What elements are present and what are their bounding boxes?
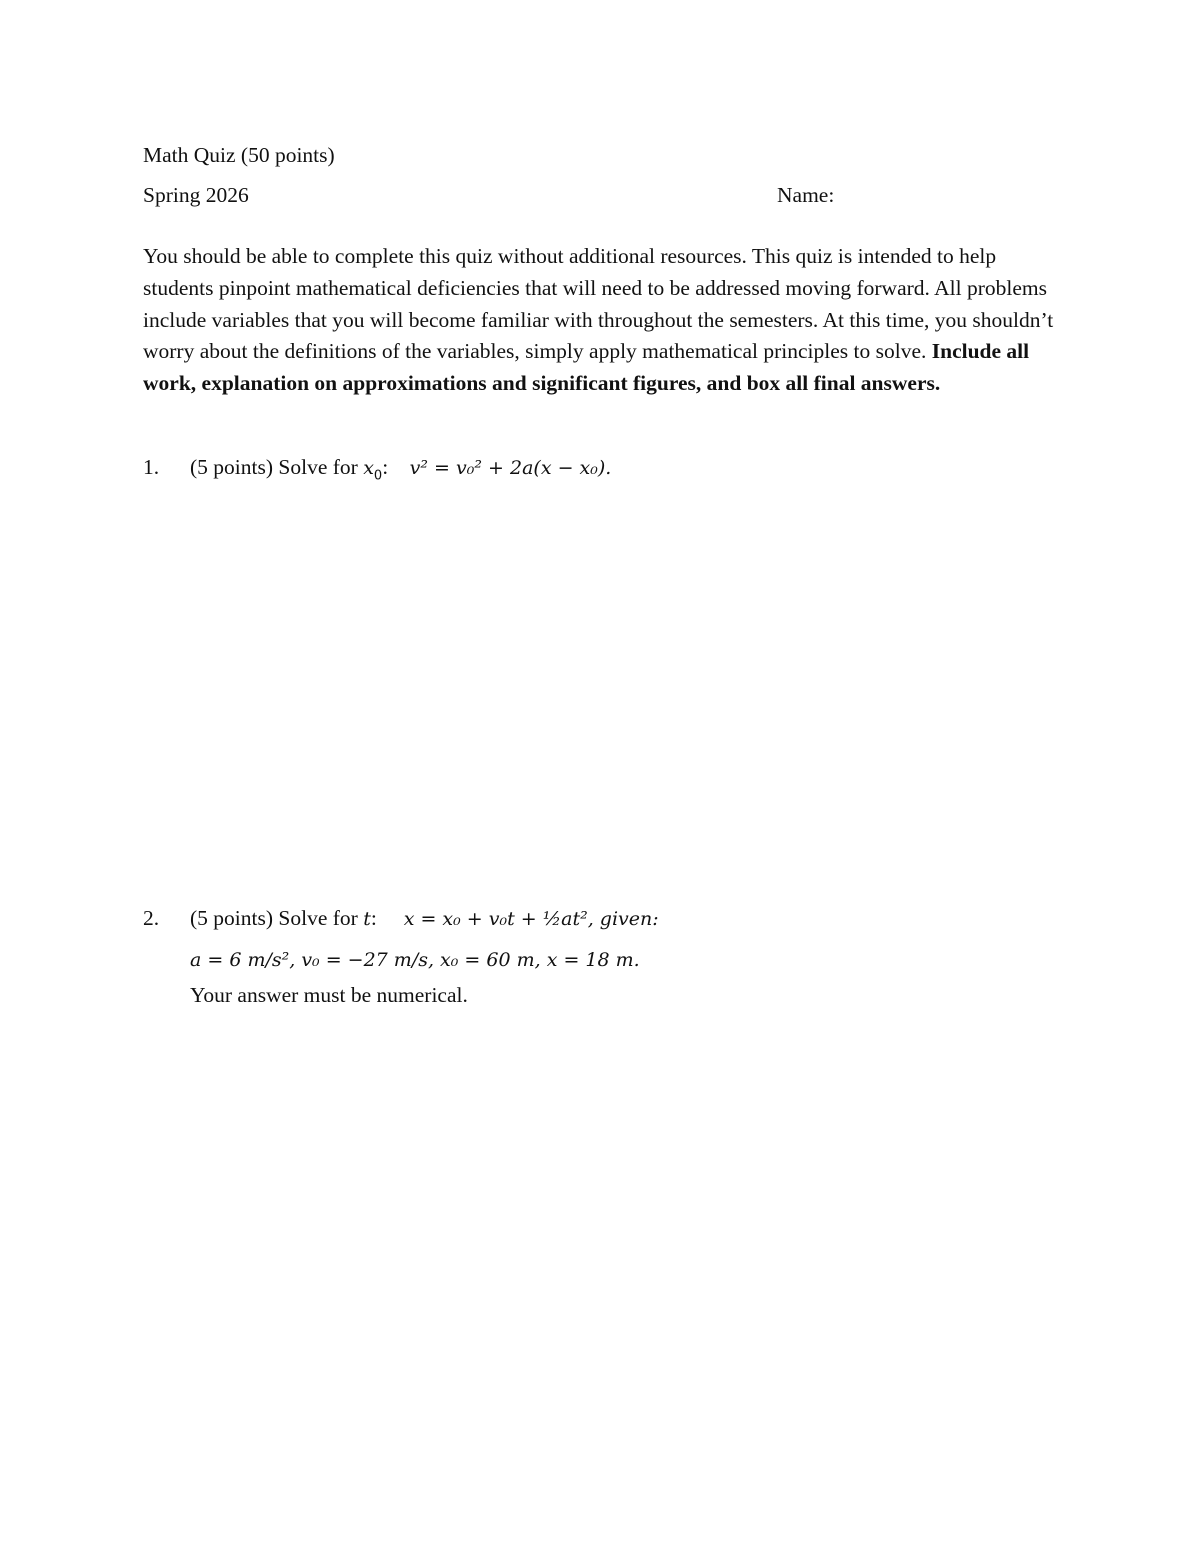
question-number: 1. [143, 455, 160, 479]
instructions-bold: Include all work, explanation on approximations and significant figures, and box all final answers. [143, 339, 1030, 396]
question-equation: x = x₀ + v₀t + ½at², given: [403, 908, 659, 930]
name-label: Name: [777, 183, 835, 207]
question-prompt: (5 points) Solve for [190, 455, 358, 479]
question-equation: v² = v₀² + 2a(x − x₀). [409, 457, 612, 479]
question-variable: x [363, 457, 374, 479]
instructions [143, 241, 1063, 400]
term-label: Spring 2026 [143, 183, 249, 207]
instructions-text: You should be able to complete this quiz without additional resources. This quiz is intended to help students pinpoint mathematical deficiencies that will need to be addressed moving forward. All problems include variables that you will become familiar with throughout the semesters. At this time, you shouldn’t worry about the definitions of the variables, simply apply mathematical principles to solve. [143, 244, 1054, 364]
question-2: 2. (5 points) Solve for t: x = x₀ + v₀t + ½at², given: a = 6 m/s², v₀ = −27 m/s, x₀ = 60 m, x = 18 m. Your answer must be numerical. [143, 898, 659, 1010]
question-prompt: (5 points) Solve for [190, 906, 358, 930]
question-variable: t [363, 908, 371, 930]
quiz-title: Math Quiz (50 points) [143, 143, 335, 167]
variable-subscript: 0 [373, 468, 383, 484]
question-note: Your answer must be numerical. [190, 983, 468, 1007]
question-1: 1. (5 points) Solve for $x_0$: v² = v₀² + 2a(x − x₀). [143, 455, 612, 484]
given-values: a = 6 m/s², v₀ = −27 m/s, x₀ = 60 m, x = 18 m. [190, 949, 640, 971]
question-number: 2. [143, 906, 160, 930]
